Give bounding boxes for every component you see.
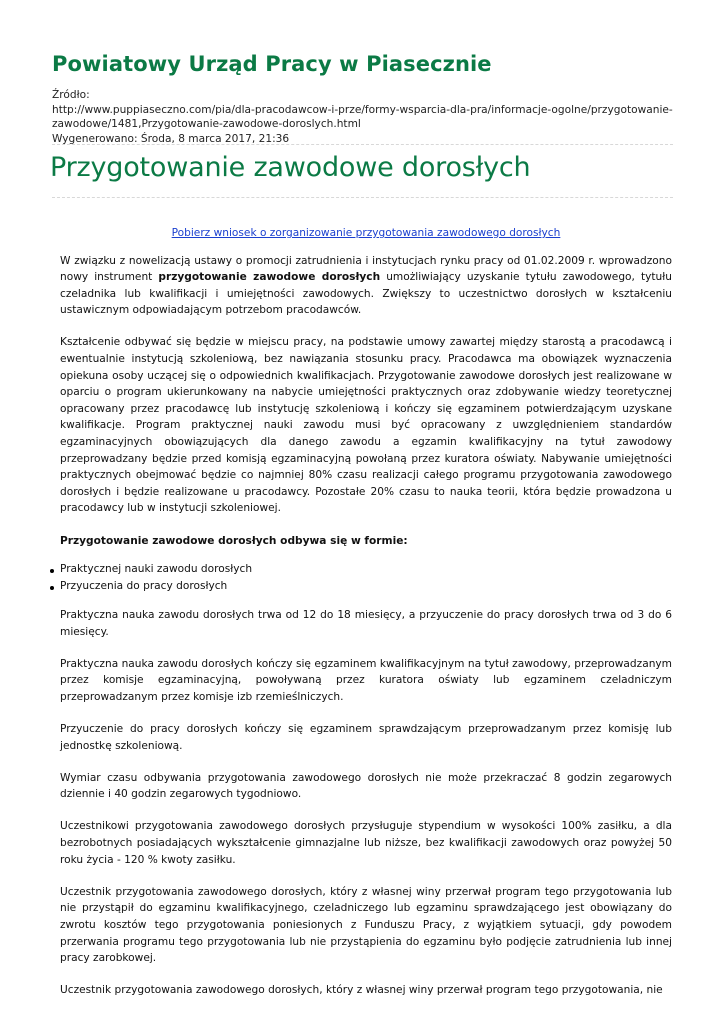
stipend-paragraph: Uczestnikowi przygotowania zawodowego dorosłych przysługuje stypendium w wysokości 100% zasiłku, a dla bezrobotnych posiadających wykształcenie gimnazjalne lub niższe, bez kwalifikacji zawodowych oraz powyżej 50 roku życia - 120 % kwoty zasiłku. — [60, 820, 672, 866]
download-link-row — [60, 225, 672, 242]
interruption-paragraph: Uczestnik przygotowania zawodowego dorosłych, który z własnej winy przerwał program tego przygotowania, nie — [60, 984, 663, 997]
divider-top — [52, 144, 673, 145]
article-body — [60, 225, 672, 1014]
intro-text-start: W związku z nowelizacją ustawy o promocji zatrudnienia i instytucjach rynku pracy od 01.02.2009 r. wprowadzono nowy instrument — [60, 254, 672, 284]
apprenticeship-exam-paragraph: Przyuczenie do pracy dorosłych kończy się egzaminem sprawdzającym przeprowadzanym przez komisję lub jednostkę szkoleniową. — [60, 723, 672, 752]
intro-text-end: umożliwiający uzyskanie tytułu zawodowego, tytułu czeladnika lub kwalifikacji i umiejętności zawodowych. Zwiększy to uczestnictwo dorosłych w kształceniu ustawicznym odpowiadającym potrzebom pracodawców. — [60, 271, 672, 317]
document-meta — [52, 88, 677, 146]
intro-bold-term: przygotowanie zawodowe dorosłych — [158, 271, 381, 284]
forms-list — [50, 561, 672, 595]
training-paragraph: Kształcenie odbywać się będzie w miejscu pracy, na podstawie umowy zawartej między starostą a pracodawcą i ewentualnie instytucją szkoleniową, bez nawiązania stosunku pracy. Pracodawca ma obowiązek wyznaczenia opiekuna osoby uczącej się o odpowiednich kwalifikacjach. Przygotowanie zawodowe dorosłych jest realizowane w oparciu o program ukierunkowany na nabycie umiejętności praktycznych oraz zdobywanie wiedzy teoretycznej opracowany przez pracodawcę lub instytucję szkoleniową i kończy się egzaminem potwierdzającym uzyskane kwalifikacje. Program praktycznej nauki zawodu musi być opracowany z uwzględnieniem standardów egzaminacyjnych obowiązujących dla danego zawodu a egzamin kwalifikacyjny na tytuł zawodowy przeprowadzany będzie przed komisją egzaminacyjną powołaną przez kuratora oświaty. Nabywanie umiejętności praktycznych obejmować będzie co najmniej 80% czasu realizacji całego programu przygotowania zawodowego dorosłych i będzie realizowane u pracodawcy. Pozostałe 20% czasu to nauka teorii, która będzie prowadzona u pracodawcy lub w instytucji szkoleniowej. — [60, 336, 672, 515]
forms-heading: Przygotowanie zawodowe dorosłych odbywa się w formie: — [60, 534, 408, 547]
site-title: Powiatowy Urząd Pracy w Piasecznie — [52, 52, 492, 76]
download-application-link[interactable]: Pobierz wniosek o zorganizowanie przygotowania zawodowego dorosłych — [171, 227, 561, 239]
page-title: Przygotowanie zawodowe dorosłych — [50, 152, 531, 183]
source-label: Źródło: — [52, 89, 90, 101]
divider-bottom — [52, 197, 673, 198]
list-item: Praktycznej nauki zawodu dorosłych — [50, 561, 672, 578]
exam-paragraph: Praktyczna nauka zawodu dorosłych kończy się egzaminem kwalifikacyjnym na tytuł zawodowy, przeprowadzanym przez komisje egzaminacyjną, powoływaną przez kuratora oświaty lub egzaminem czeladniczym przeprowadzanym przez komisje izb rzemieślniczych. — [60, 657, 672, 703]
source-url: http://www.puppiaseczno.com/pia/dla-pracodawcow-i-prze/formy-wsparcia-dla-pra/informacje-ogolne/przygotowanie-zawodowe/1481,Przygotowanie-zawodowe-doroslych.html — [52, 103, 673, 130]
refund-paragraph: Uczestnik przygotowania zawodowego dorosłych, który z własnej winy przerwał program tego przygotowania lub nie przystąpił do egzaminu kwalifikacyjnego, czeladniczego lub egzaminu sprawdzającego jest obowiązany do zwrotu kosztów tego przygotowania poniesionych z Funduszu Pracy, z wyjątkiem sytuacji, gdy powodem przerwania programu tego przygotowania lub nie przystąpienia do egzaminu było podjęcie zatrudnienia lub innej pracy zarobkowej. — [60, 885, 672, 965]
duration-paragraph: Praktyczna nauka zawodu dorosłych trwa od 12 do 18 miesięcy, a przyuczenie do pracy dorosłych trwa od 3 do 6 miesięcy. — [60, 609, 672, 638]
list-item: Przyuczenia do pracy dorosłych — [50, 578, 672, 595]
generated-date: Wygenerowano: Środa, 8 marca 2017, 21:36 — [52, 132, 290, 145]
working-hours-paragraph: Wymiar czasu odbywania przygotowania zawodowego dorosłych nie może przekraczać 8 godzin zegarowych dziennie i 40 godzin zegarowych tygodniowo. — [60, 771, 672, 801]
intro-paragraph — [60, 253, 672, 319]
